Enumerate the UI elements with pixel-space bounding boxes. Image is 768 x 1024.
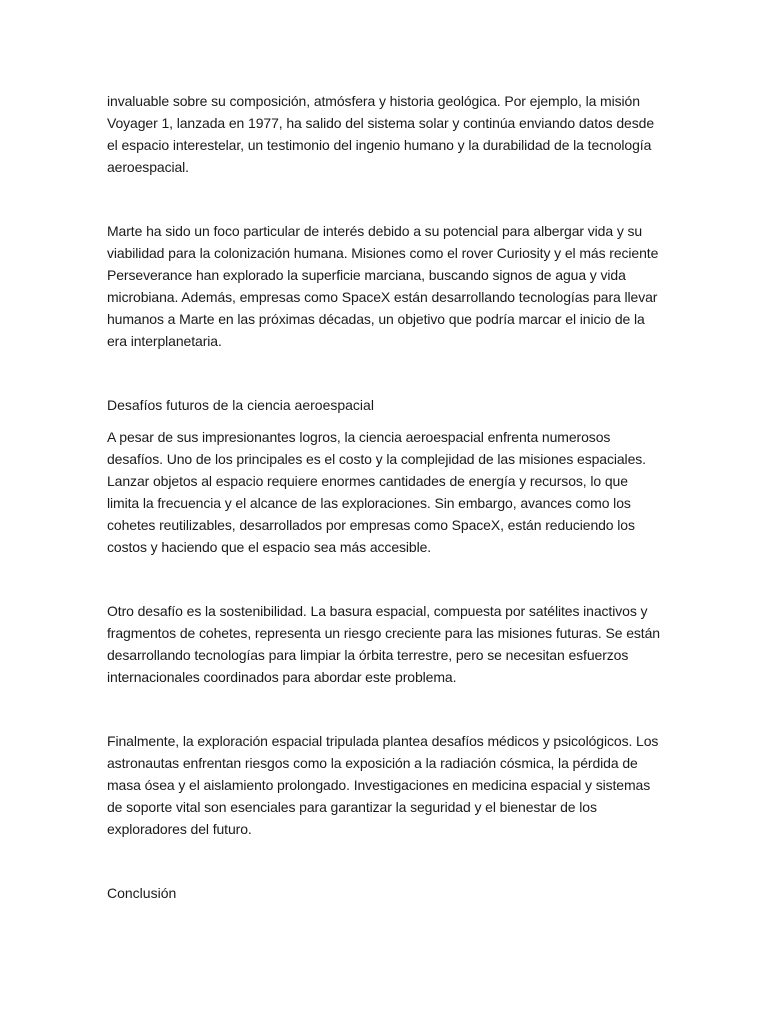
section-heading-challenges: Desafíos futuros de la ciencia aeroespacial: [107, 397, 374, 413]
document-page: [107, 90, 662, 904]
paragraph-mars: Marte ha sido un foco particular de interés debido a su potencial para albergar vida y su viabilidad para la colonización humana. Misiones como el rover Curiosity y el más reciente Perseverance han explorado la superficie marciana, buscando signos de agua y vida microbiana. Además, empresas como SpaceX están desarrollando tecnologías para llevar humanos a Marte en las próximas décadas, un objetivo que podría marcar el inicio de la era interplanetaria.: [107, 223, 659, 349]
paragraph-voyager: invaluable sobre su composición, atmósfera y historia geológica. Por ejemplo, la misión Voyager 1, lanzada en 1977, ha salido del sistema solar y continúa enviando datos desde el espacio interestelar, un testimonio del ingenio humano y la durabilidad de la tecnología aeroespacial.: [107, 93, 655, 175]
paragraph-sustainability: Otro desafío es la sostenibilidad. La basura espacial, compuesta por satélites inactivos y fragmentos de cohetes, representa un riesgo creciente para las misiones futuras. Se están desarrollando tecnologías para limpiar la órbita terrestre, pero se necesitan esfuerzos internacionales coordinados para abordar este problema.: [107, 603, 660, 685]
paragraph-crewed-exploration: Finalmente, la exploración espacial tripulada plantea desafíos médicos y psicológicos. Los astronautas enfrentan riesgos como la exposición a la radiación cósmica, la pérdida de masa ósea y el aislamiento prolongado. Investigaciones en medicina espacial y sistemas de soporte vital son esenciales para garantizar la seguridad y el bienestar de los exploradores del futuro.: [107, 733, 659, 837]
paragraph-costs: A pesar de sus impresionantes logros, la ciencia aeroespacial enfrenta numerosos desafíos. Uno de los principales es el costo y la complejidad de las misiones espaciales. Lanzar objetos al espacio requiere enormes cantidades de energía y recursos, lo que limita la frecuencia y el alcance de las exploraciones. Sin embargo, avances como los cohetes reutilizables, desarrollados por empresas como SpaceX, están reduciendo los costos y haciendo que el espacio sea más accesible.: [107, 429, 646, 555]
section-heading-conclusion: Conclusión: [107, 885, 177, 901]
